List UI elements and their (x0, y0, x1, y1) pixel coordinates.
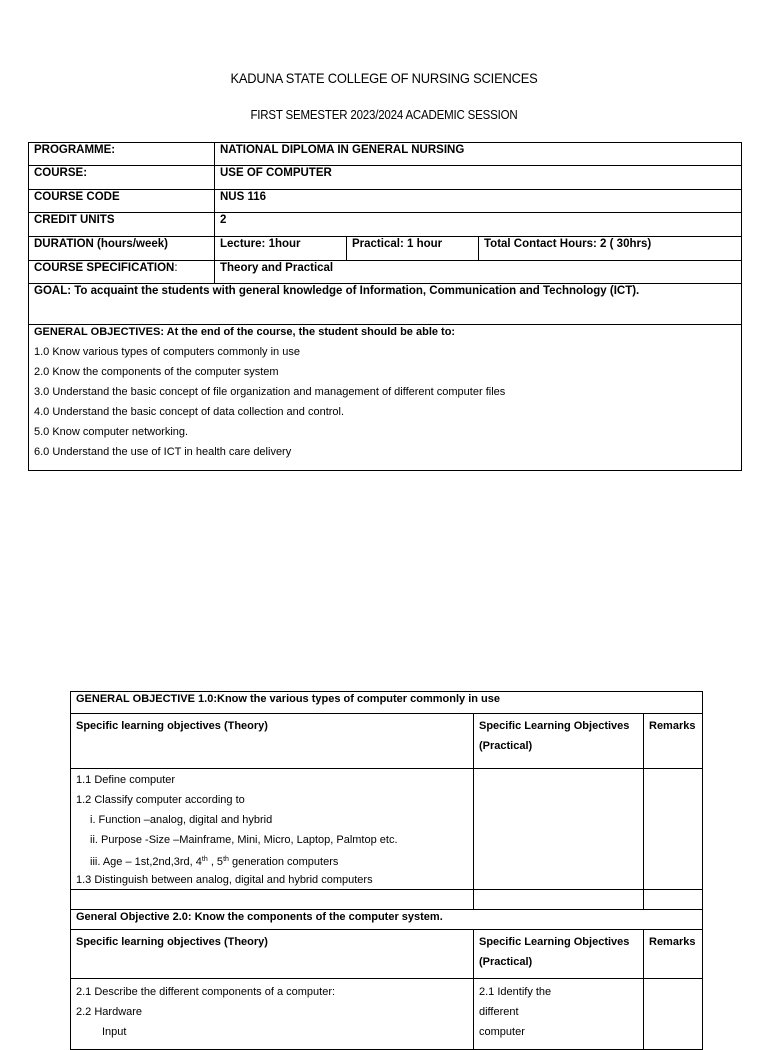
remarks-column-header: Remarks (649, 936, 696, 948)
credit-units-row (29, 213, 741, 237)
credit-units-value: 2 (220, 214, 227, 226)
practical-header-line1: Specific Learning Objectives (479, 936, 630, 948)
total-contact-hours: Total Contact Hours: 2 ( 30hrs) (484, 238, 652, 250)
spacer-remarks-cell (644, 890, 702, 909)
go1-title-row (71, 692, 702, 714)
duration-row (29, 237, 741, 261)
course-specification-label-text: COURSE SPECIFICATION (34, 262, 175, 274)
programme-label: PROGRAMME: (29, 143, 215, 165)
lecture-hours: Lecture: 1hour (215, 237, 347, 260)
go2-title: General Objective 2.0: Know the components of the computer system. (76, 911, 443, 923)
go1-theory-cell (71, 769, 474, 889)
objective-subline: Input (102, 1026, 127, 1038)
go2-title-row (71, 910, 702, 930)
theory-column-header: Specific learning objectives (Theory) (71, 930, 474, 978)
objective-item: 5.0 Know computer networking. (34, 426, 189, 438)
remarks-column-header: Remarks (649, 720, 696, 732)
programme-row (29, 143, 741, 166)
objective-item: 4.0 Understand the basic concept of data collection and control. (34, 406, 345, 418)
objective-item: 6.0 Understand the use of ICT in health care delivery (34, 446, 292, 458)
course-specification-label (29, 261, 215, 283)
goal-row (29, 284, 741, 325)
general-objectives (29, 325, 510, 470)
go1-content-row (71, 769, 702, 890)
course-specification-row (29, 261, 741, 284)
objective-item: 2.0 Know the components of the computer system (34, 366, 279, 378)
course-code-value: NUS 116 (220, 191, 267, 203)
objective-subline: ii. Purpose -Size –Mainframe, Mini, Micro, Laptop, Palmtop etc. (90, 834, 398, 846)
go2-content-row (71, 979, 702, 1049)
course-specification-colon: : (174, 262, 178, 274)
general-objectives-row (29, 325, 741, 470)
session-title: FIRST SEMESTER 2023/2024 ACADEMIC SESSION (250, 108, 518, 122)
course-value: USE OF COMPUTER (220, 167, 332, 179)
age-sup-1: th (201, 856, 208, 863)
objective-line: 1.2 Classify computer according to (76, 794, 245, 806)
go1-title: GENERAL OBJECTIVE 1.0:Know the various types of computer commonly in use (76, 693, 500, 705)
course-code-row (29, 190, 741, 213)
go1-practical-cell (474, 769, 644, 889)
spacer-theory-cell (71, 890, 474, 909)
go2-practical-cell (474, 979, 644, 1049)
objective-line: 2.2 Hardware (76, 1006, 143, 1018)
age-text-a: iii. Age – 1st,2nd,3rd, 4 (90, 856, 202, 868)
theory-column-header: Specific learning objectives (Theory) (71, 714, 474, 768)
practical-line: different (479, 1006, 519, 1018)
practical-line: computer (479, 1026, 525, 1038)
programme-value: NATIONAL DIPLOMA IN GENERAL NURSING (220, 144, 465, 156)
age-text-b: , 5 (207, 856, 224, 868)
go2-header-row (71, 930, 702, 979)
course-code-label: COURSE CODE (29, 190, 215, 212)
objective-item: 1.0 Know various types of computers commonly in use (34, 346, 300, 358)
practical-header-line2: (Practical) (479, 956, 533, 968)
objective-subline: i. Function –analog, digital and hybrid (90, 814, 273, 826)
go2-theory-cell (71, 979, 474, 1049)
go1-header-row (71, 714, 702, 769)
course-info-table (28, 142, 742, 471)
learning-objectives-table (70, 691, 703, 1050)
objective-item: 3.0 Understand the basic concept of file organization and management of different computer files (34, 386, 506, 398)
objective-line: 2.1 Describe the different components of a computer: (76, 986, 336, 998)
practical-line: 2.1 Identify the (479, 986, 552, 998)
practical-hours: Practical: 1 hour (347, 237, 479, 260)
goal-text: GOAL: To acquaint the students with general knowledge of Information, Communication and Technology (ICT). (34, 285, 640, 297)
course-specification-value: Theory and Practical (220, 262, 334, 274)
objective-line: 1.3 Distinguish between analog, digital and hybrid computers (76, 874, 373, 886)
practical-header-line2: (Practical) (479, 740, 533, 752)
practical-column-header (474, 930, 644, 978)
age-sup-2: th (223, 856, 229, 863)
college-title: KADUNA STATE COLLEGE OF NURSING SCIENCES (230, 70, 538, 86)
go1-remarks-cell (644, 769, 702, 889)
practical-header-line1: Specific Learning Objectives (479, 720, 630, 732)
duration-label: DURATION (hours/week) (29, 237, 215, 260)
course-label: COURSE: (29, 166, 215, 189)
objective-line: 1.1 Define computer (76, 774, 176, 786)
general-objectives-heading: GENERAL OBJECTIVES: At the end of the course, the student should be able to: (34, 326, 456, 338)
spacer-practical-cell (474, 890, 644, 909)
go2-remarks-cell (644, 979, 702, 1049)
practical-column-header (474, 714, 644, 768)
objective-subline (76, 851, 468, 871)
course-row (29, 166, 741, 190)
spacer-row (71, 890, 702, 910)
credit-units-label: CREDIT UNITS (29, 213, 215, 236)
age-text-c: generation computers (228, 856, 339, 868)
